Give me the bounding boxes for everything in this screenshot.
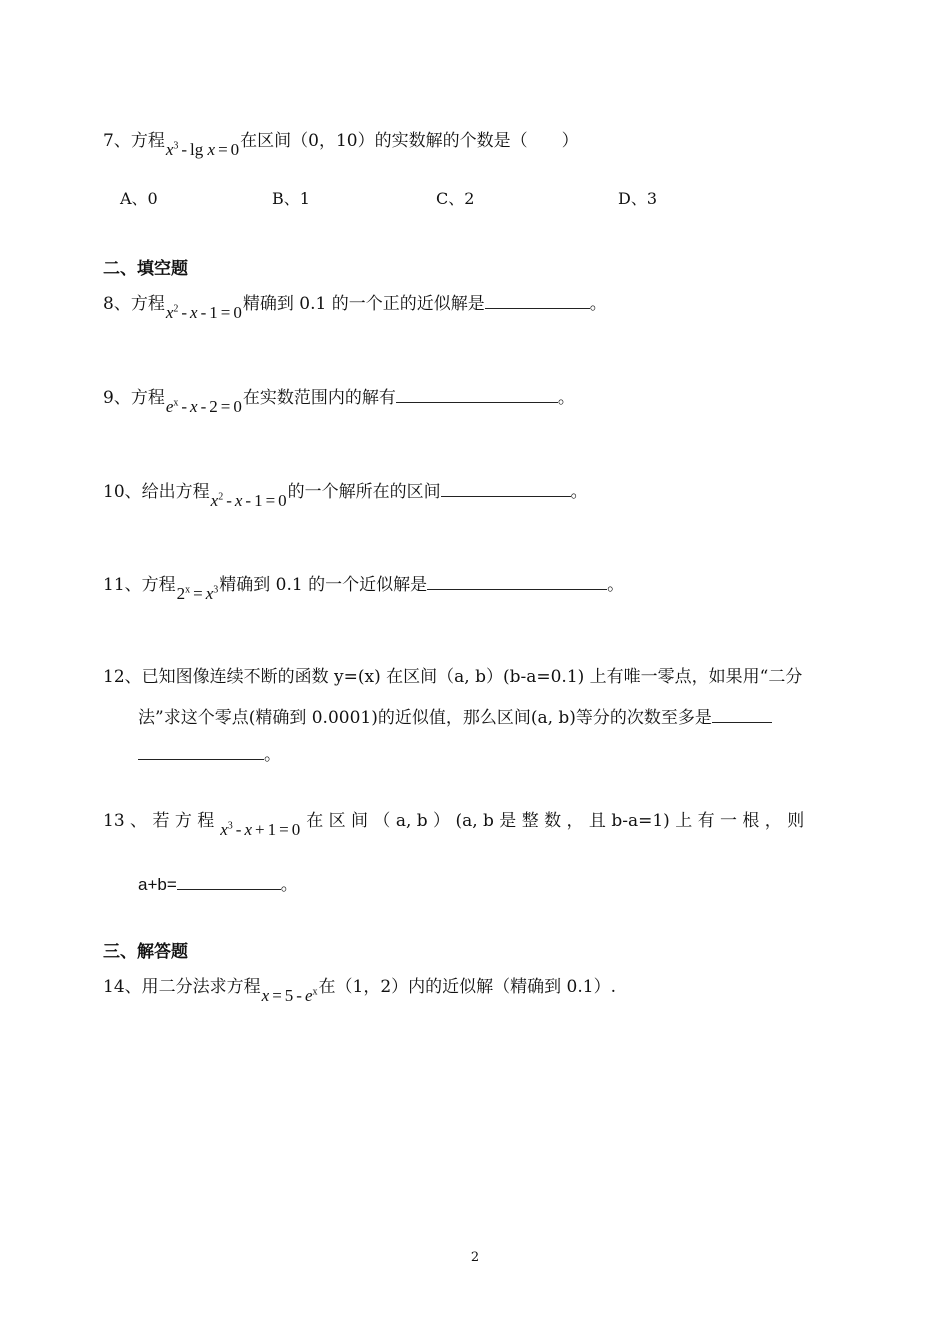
q13-equation: $x^3 - x + 1 = 0$ bbox=[220, 820, 301, 839]
page-number: 2 bbox=[470, 1250, 480, 1265]
question-13-line-2: a+b= 。 bbox=[138, 875, 298, 895]
q10-suffix: 的一个解所在的区间 bbox=[287, 482, 441, 502]
question-7 bbox=[103, 126, 579, 159]
q8-suffix: 精确到 0.1 的一个正的近似解是 bbox=[242, 294, 485, 314]
q9-suffix: 在实数范围内的解有 bbox=[242, 388, 396, 408]
q9-prefix: 9、方程 bbox=[103, 388, 165, 408]
q9-equation: $e^x - x - 2 = 0$ bbox=[165, 397, 242, 416]
q14-equation: $x = 5 - e^x$ bbox=[261, 986, 318, 1005]
q7-choice-c: C、2 bbox=[436, 189, 475, 208]
q11-equation: $2^x = x^3$ bbox=[176, 584, 219, 603]
question-14 bbox=[103, 972, 616, 1005]
q12-answer-blank-1[interactable] bbox=[712, 708, 772, 723]
question-13 bbox=[103, 806, 839, 839]
question-9: 9、方程$e^x - x - 2 = 0$在实数范围内的解有 。 bbox=[103, 388, 575, 416]
question-10: 10、给出方程$x^2 - x - 1 = 0$的一个解所在的区间 。 bbox=[103, 482, 588, 510]
q7-choice-b: B、1 bbox=[272, 189, 310, 208]
q11-answer-blank[interactable] bbox=[427, 575, 607, 590]
q13-suffix: 在 区 间 （ a, b ） (a, b 是 整 数 ， 且 b-a=1) 上 有 一 根 ， 则 bbox=[306, 811, 805, 831]
q10-prefix: 10、给出方程 bbox=[103, 482, 210, 502]
q13-prefix: 13 、 若 方 程 bbox=[103, 811, 215, 831]
q7-choice-a: A、0 bbox=[120, 189, 158, 208]
q14-prefix: 14、用二分法求方程 bbox=[103, 977, 261, 997]
q11-suffix: 精确到 0.1 的一个近似解是 bbox=[219, 575, 428, 595]
q7-choice-d: D、3 bbox=[618, 189, 658, 208]
question-12-line-2: 法”求这个零点(精确到 0.0001)的近似值，那么区间(a, b)等分的次数至多是 bbox=[138, 703, 772, 728]
q7-equation: $x^3 - \lg x = 0$ bbox=[165, 140, 240, 159]
q8-prefix: 8、方程 bbox=[103, 294, 165, 314]
q13-answer-blank[interactable] bbox=[177, 875, 281, 890]
q9-answer-blank[interactable] bbox=[396, 388, 558, 403]
q7-prefix: 7、方程 bbox=[103, 131, 165, 151]
question-12-line-3: 。 bbox=[138, 740, 281, 765]
q10-answer-blank[interactable] bbox=[441, 482, 571, 497]
question-12-line-1: 12、已知图像连续不断的函数 y=(x) 在区间（a, b）(b-a=0.1) 上有唯一零点，如果用“二分 bbox=[103, 667, 803, 687]
question-11: 11、方程$2^x = x^3$精确到 0.1 的一个近似解是 。 bbox=[103, 575, 625, 603]
q10-equation: $x^2 - x - 1 = 0$ bbox=[210, 491, 287, 510]
q11-prefix: 11、方程 bbox=[103, 575, 176, 595]
q7-suffix: 在区间（0，10）的实数解的个数是（ ） bbox=[240, 131, 579, 151]
q8-equation: $x^2 - x - 1 = 0$ bbox=[165, 303, 242, 322]
q12-answer-blank-2[interactable] bbox=[138, 745, 264, 760]
q14-suffix: 在（1，2）内的近似解（精确到 0.1）. bbox=[318, 977, 616, 997]
q8-answer-blank[interactable] bbox=[485, 294, 590, 309]
section-3-title: 三、解答题 bbox=[103, 942, 188, 962]
section-2-title: 二、填空题 bbox=[103, 259, 188, 279]
question-8: 8、方程$x^2 - x - 1 = 0$精确到 0.1 的一个正的近似解是 。 bbox=[103, 294, 607, 322]
